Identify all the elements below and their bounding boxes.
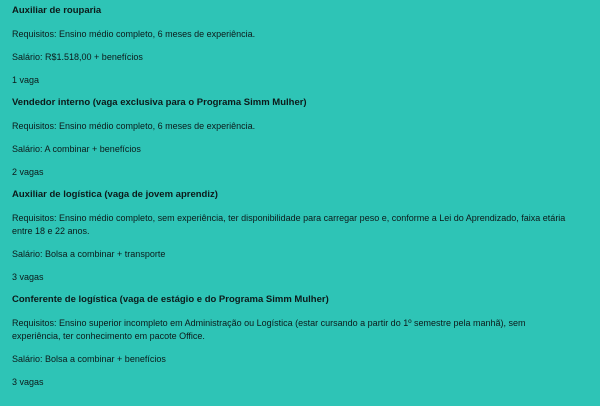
job-requirements: Requisitos: Ensino médio completo, 6 meses de experiência.: [12, 29, 256, 39]
job-listing: [12, 188, 588, 293]
job-listing: [12, 96, 588, 188]
job-title: Vendedor interno (vaga exclusiva para o Programa Simm Mulher): [12, 97, 307, 108]
job-listing: [12, 293, 588, 389]
job-requirements: Requisitos: Ensino médio completo, sem experiência, ter disponibilidade para carregar peso e, conforme a Lei do Aprendizado, faixa etária: [12, 213, 566, 223]
job-openings: 3 vagas: [12, 377, 44, 387]
job-salary: Salário: Bolsa a combinar + transporte: [12, 249, 166, 259]
job-salary: Salário: A combinar + benefícios: [12, 144, 141, 154]
job-title: Conferente de logística (vaga de estágio e do Programa Simm Mulher): [12, 294, 329, 305]
job-requirements-continued: experiência, ter conhecimento em pacote Office.: [12, 331, 205, 341]
job-requirements: Requisitos: Ensino superior incompleto em Administração ou Logística (estar cursando a partir do 1º semestre pela manhã), sem: [12, 318, 526, 328]
job-openings: 1 vaga: [12, 75, 40, 85]
job-openings: 3 vagas: [12, 272, 44, 282]
job-salary: Salário: R$1.518,00 + benefícios: [12, 52, 143, 62]
job-requirements: Requisitos: Ensino médio completo, 6 meses de experiência.: [12, 121, 256, 131]
job-salary: Salário: Bolsa a combinar + benefícios: [12, 354, 166, 364]
job-title: Auxiliar de logística (vaga de jovem aprendiz): [12, 189, 218, 200]
job-title: Auxiliar de rouparia: [12, 5, 102, 16]
job-listing: [12, 4, 588, 96]
job-requirements-continued: entre 18 e 22 anos.: [12, 226, 90, 236]
job-openings: 2 vagas: [12, 167, 44, 177]
